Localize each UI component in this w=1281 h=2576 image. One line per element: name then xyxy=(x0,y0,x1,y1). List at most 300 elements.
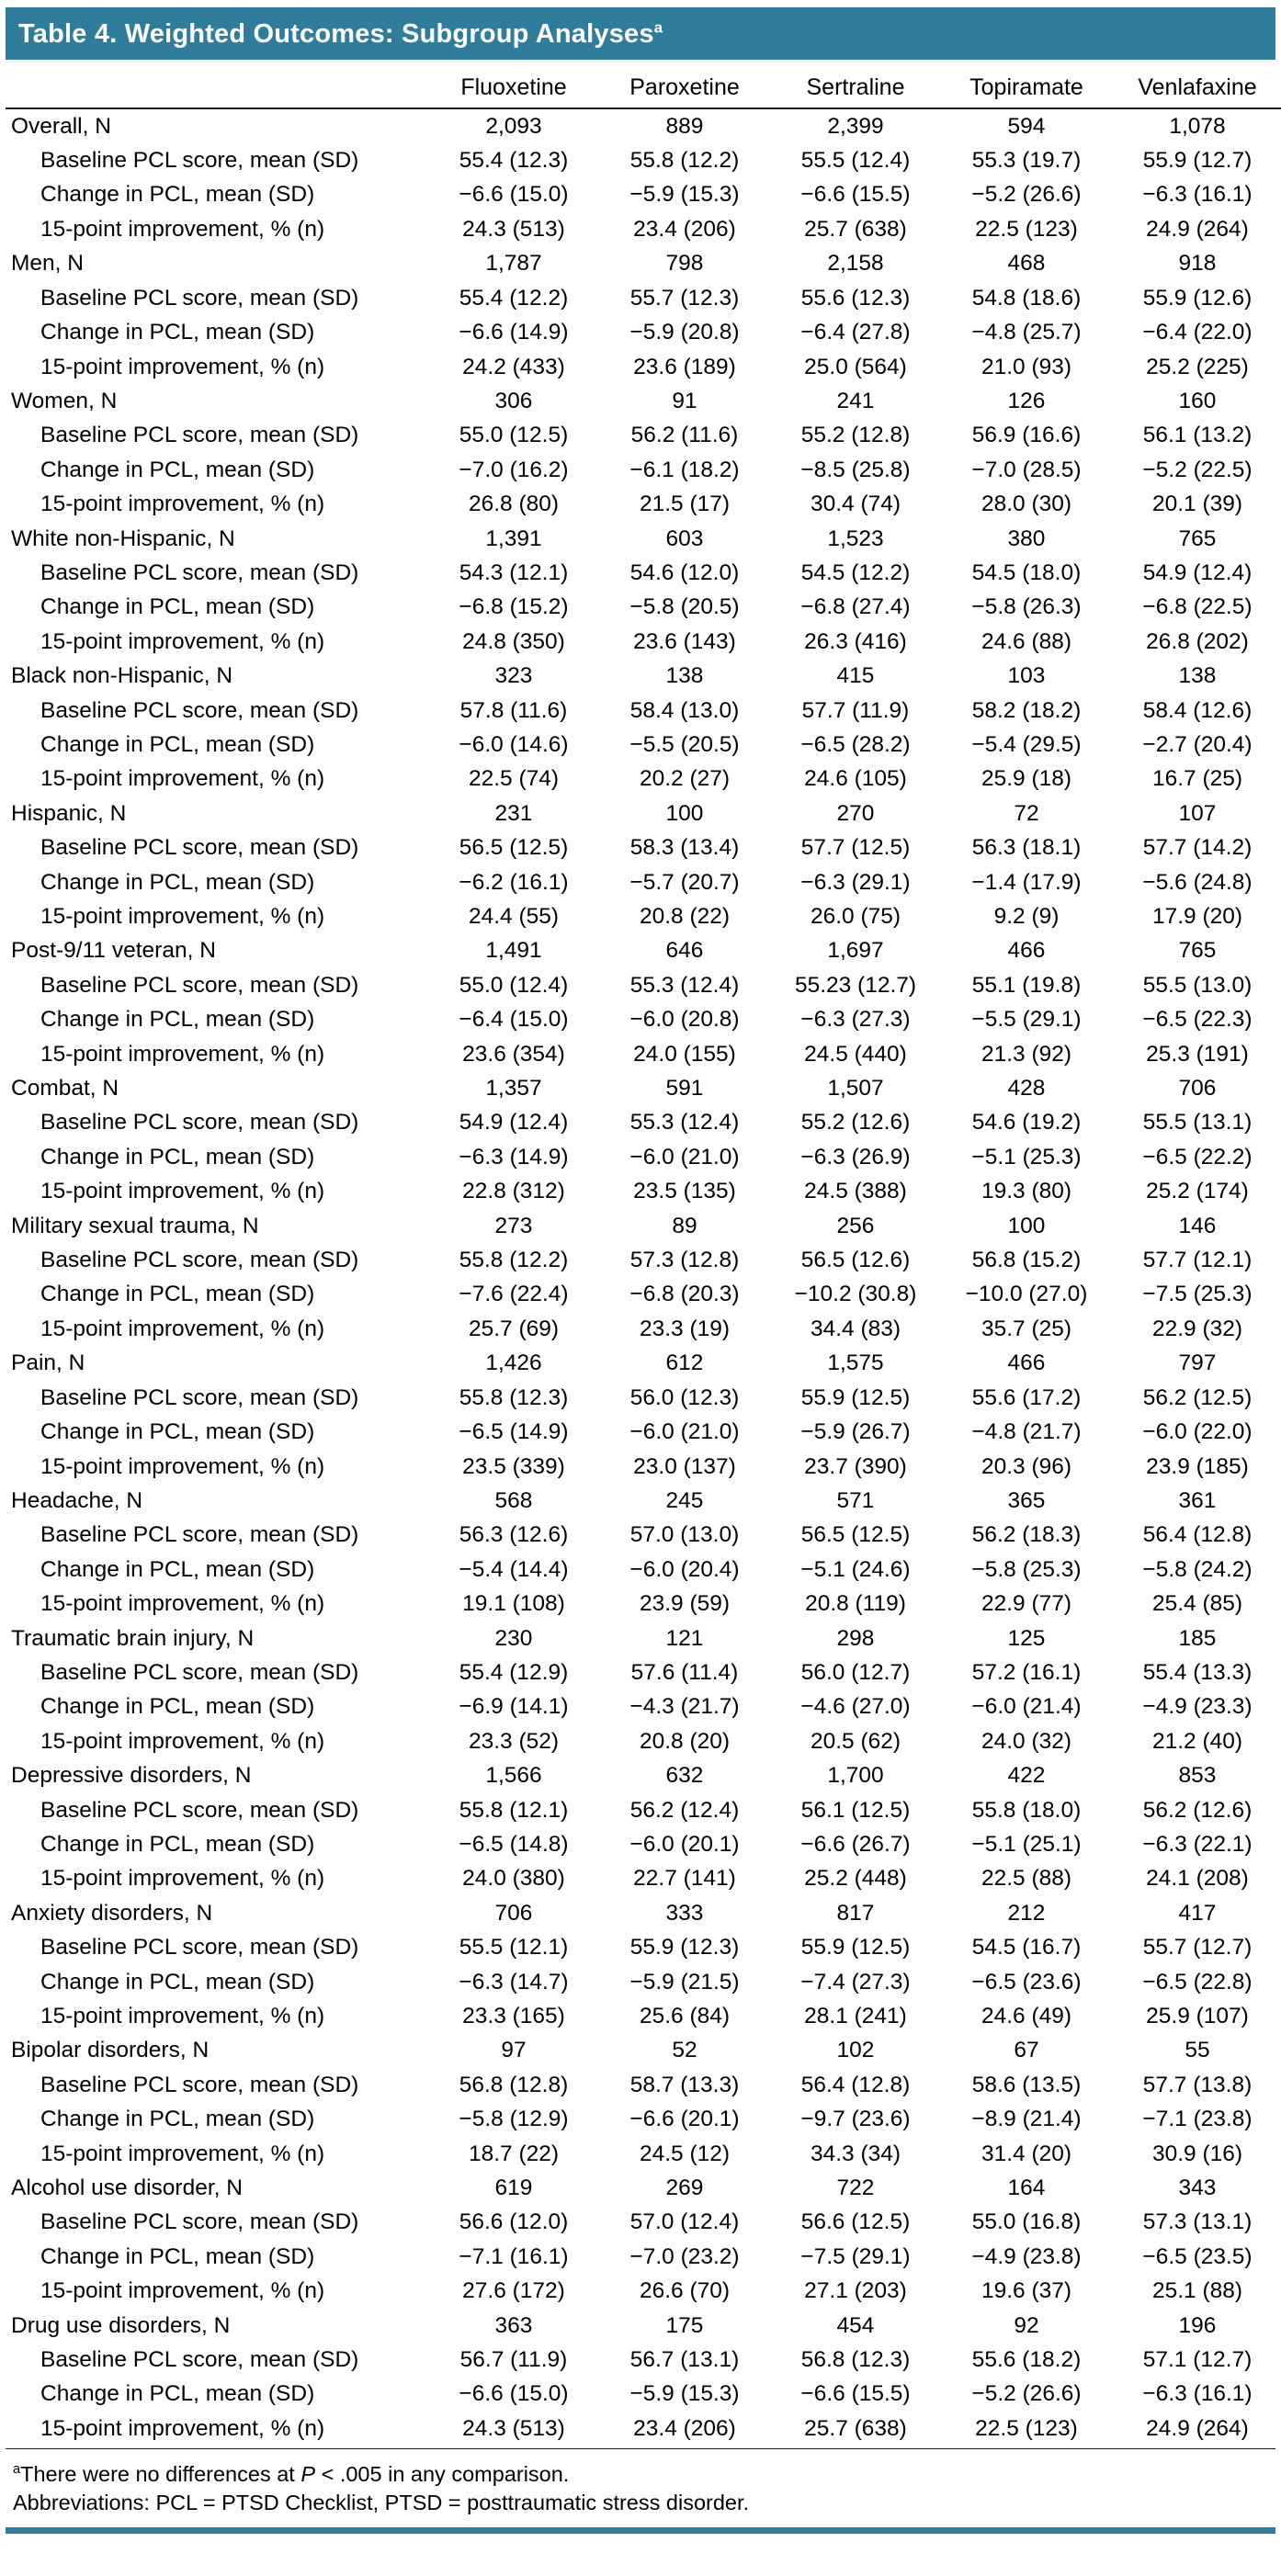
data-cell: −5.8 (25.3) xyxy=(971,1556,1082,1582)
row-label: Baseline PCL score, mean (SD) xyxy=(40,1659,359,1685)
data-cell: 918 xyxy=(1178,251,1217,277)
data-cell: −6.6 (14.9) xyxy=(459,320,569,345)
data-cell: 1,575 xyxy=(827,1350,884,1376)
group-n-suffix: , N xyxy=(206,525,235,551)
data-cell: 25.9 (107) xyxy=(1146,2004,1249,2028)
group-n-suffix: , N xyxy=(113,1487,143,1513)
row-label: Baseline PCL score, mean (SD) xyxy=(40,423,359,448)
data-cell: 55.8 (12.1) xyxy=(459,1797,569,1823)
data-cell: −6.6 (20.1) xyxy=(629,2107,740,2132)
table-row xyxy=(6,1415,1281,1449)
data-cell: 56.1 (12.5) xyxy=(800,1797,911,1823)
row-label: 15-point improvement, % (n) xyxy=(40,2278,325,2304)
table-row xyxy=(6,1243,1281,1277)
data-cell: 24.9 (264) xyxy=(1146,216,1249,242)
table-row xyxy=(6,281,1281,315)
data-cell: 31.4 (20) xyxy=(981,2141,1072,2166)
data-cell: 20.8 (22) xyxy=(639,904,731,929)
group-name: Depressive disorders xyxy=(11,1763,223,1789)
table-body xyxy=(6,108,1281,2446)
data-cell: 56.2 (12.4) xyxy=(629,1797,740,1823)
data-cell: −6.3 (26.9) xyxy=(800,1144,911,1169)
group-label xyxy=(6,246,428,280)
table-row xyxy=(6,865,1281,899)
data-cell: 100 xyxy=(665,800,704,826)
row-label: Change in PCL, mean (SD) xyxy=(40,1969,315,1994)
footnote-abbreviations: Abbreviations: PCL = PTSD Checklist, PTSD = posttraumatic stress disorder. xyxy=(13,2491,750,2515)
group-label xyxy=(6,1484,428,1518)
table-row xyxy=(6,2137,1281,2171)
row-label: Change in PCL, mean (SD) xyxy=(40,2107,315,2132)
group-row xyxy=(6,1484,1281,1518)
row-label: 15-point improvement, % (n) xyxy=(40,904,325,929)
table-row xyxy=(6,1587,1281,1621)
data-cell: 245 xyxy=(665,1487,704,1513)
data-cell: 22.7 (141) xyxy=(633,1866,736,1892)
table-row xyxy=(6,1965,1281,1999)
data-cell: 212 xyxy=(1007,1900,1046,1926)
data-cell: −6.6 (15.5) xyxy=(800,2381,911,2407)
data-cell: −6.3 (14.9) xyxy=(459,1144,569,1169)
group-name: Combat xyxy=(11,1076,90,1102)
data-cell: 57.6 (11.4) xyxy=(630,1659,739,1685)
data-cell: 56.6 (12.5) xyxy=(800,2209,911,2235)
group-n-suffix: , N xyxy=(179,2038,210,2063)
data-cell: 706 xyxy=(1178,1076,1217,1102)
data-cell: 454 xyxy=(836,2312,875,2338)
data-cell: 55.8 (18.0) xyxy=(971,1797,1082,1823)
data-cell: −6.0 (22.0) xyxy=(1142,1419,1253,1445)
data-cell: 23.3 (165) xyxy=(462,2004,565,2028)
data-cell: 24.1 (208) xyxy=(1146,1866,1249,1892)
data-cell: 24.0 (155) xyxy=(633,1041,736,1067)
data-cell: 55.7 (12.7) xyxy=(1142,1935,1253,1960)
data-cell: 20.2 (27) xyxy=(639,766,731,792)
table-row xyxy=(6,1655,1281,1689)
data-cell: 17.9 (20) xyxy=(1151,904,1243,929)
data-cell: 568 xyxy=(494,1487,533,1513)
data-cell: 22.5 (88) xyxy=(981,1866,1072,1892)
row-label: Baseline PCL score, mean (SD) xyxy=(40,1797,359,1823)
data-cell: −5.2 (26.6) xyxy=(971,182,1082,208)
data-cell: −6.3 (22.1) xyxy=(1142,1831,1253,1857)
data-cell: 55.7 (12.3) xyxy=(629,285,740,311)
group-n-suffix: , N xyxy=(230,1213,259,1238)
data-cell: 417 xyxy=(1178,1900,1217,1926)
data-cell: 54.5 (16.7) xyxy=(971,1935,1082,1960)
data-cell: 55.5 (12.1) xyxy=(459,1935,569,1960)
data-cell: 1,391 xyxy=(485,525,542,551)
group-row xyxy=(6,797,1281,830)
outcomes-table xyxy=(6,60,1281,2446)
data-cell: 270 xyxy=(836,800,875,826)
data-cell: 18.7 (22) xyxy=(468,2141,560,2166)
data-cell: 16.7 (25) xyxy=(1151,766,1243,792)
data-cell: 28.1 (241) xyxy=(804,2004,907,2028)
row-label: 15-point improvement, % (n) xyxy=(40,2004,325,2028)
group-n-suffix: , N xyxy=(224,1625,255,1651)
data-cell: 24.3 (513) xyxy=(462,216,565,242)
group-label xyxy=(6,2171,428,2205)
data-cell: 20.1 (39) xyxy=(1151,491,1243,517)
group-n-suffix: , N xyxy=(82,113,111,139)
data-cell: 55.8 (12.2) xyxy=(459,1248,569,1273)
data-cell: 185 xyxy=(1178,1625,1217,1651)
table-row xyxy=(6,487,1281,521)
group-label xyxy=(6,659,428,693)
data-cell: 25.6 (84) xyxy=(639,2004,731,2028)
group-label xyxy=(6,108,428,143)
table-number: Table 4. xyxy=(18,18,118,49)
table-title-text: Weighted Outcomes: Subgroup Analyses xyxy=(117,18,654,49)
data-cell: 57.7 (12.1) xyxy=(1142,1248,1253,1273)
data-cell: −5.5 (29.1) xyxy=(971,1007,1082,1033)
data-cell: 306 xyxy=(494,388,533,413)
data-cell: 20.3 (96) xyxy=(981,1453,1072,1479)
data-cell: 612 xyxy=(665,1350,704,1376)
table-row xyxy=(6,1793,1281,1827)
data-cell: −4.9 (23.3) xyxy=(1142,1694,1253,1720)
row-label: 15-point improvement, % (n) xyxy=(40,628,325,654)
group-row xyxy=(6,659,1281,693)
group-row xyxy=(6,2309,1281,2343)
data-cell: −6.5 (23.5) xyxy=(1142,2243,1253,2269)
data-cell: 20.5 (62) xyxy=(810,1728,901,1754)
data-cell: 67 xyxy=(1014,2038,1039,2063)
data-cell: 230 xyxy=(494,1625,533,1651)
data-cell: 706 xyxy=(494,1900,533,1926)
data-cell: 57.1 (12.7) xyxy=(1142,2347,1253,2373)
data-cell: 24.6 (105) xyxy=(804,766,907,792)
data-cell: 797 xyxy=(1178,1350,1217,1376)
data-cell: −4.9 (23.8) xyxy=(971,2243,1082,2269)
footnote-a-text: There were no differences at xyxy=(20,2462,301,2487)
row-label: Change in PCL, mean (SD) xyxy=(40,1419,315,1445)
row-label: Baseline PCL score, mean (SD) xyxy=(40,1110,359,1135)
row-label: 15-point improvement, % (n) xyxy=(40,1316,325,1341)
row-label: Baseline PCL score, mean (SD) xyxy=(40,559,359,585)
column-header-sertraline: Sertraline xyxy=(770,60,941,108)
data-cell: 24.3 (513) xyxy=(462,2415,565,2441)
footnote-a-marker: a xyxy=(13,2462,21,2478)
row-label: Change in PCL, mean (SD) xyxy=(40,1144,315,1169)
data-cell: 889 xyxy=(665,113,704,139)
data-cell: 1,491 xyxy=(485,938,542,964)
data-cell: −5.9 (26.7) xyxy=(800,1419,911,1445)
data-cell: 57.7 (12.5) xyxy=(800,835,911,861)
data-cell: −5.5 (20.5) xyxy=(629,731,740,757)
group-n-suffix: , N xyxy=(54,251,84,277)
data-cell: 765 xyxy=(1178,525,1217,551)
data-cell: −1.4 (17.9) xyxy=(971,869,1082,895)
table-row xyxy=(6,1277,1281,1311)
group-n-suffix: , N xyxy=(187,938,216,964)
data-cell: 55.6 (12.3) xyxy=(800,285,911,311)
data-cell: 196 xyxy=(1178,2312,1217,2338)
group-name: Anxiety disorders xyxy=(11,1900,184,1926)
column-header-row xyxy=(6,60,1281,108)
group-n-suffix: , N xyxy=(96,800,127,826)
group-row xyxy=(6,522,1281,556)
table-row xyxy=(6,1037,1281,1071)
data-cell: 1,357 xyxy=(485,1076,542,1102)
data-cell: 55.6 (18.2) xyxy=(971,2347,1082,2373)
data-cell: 466 xyxy=(1007,1350,1046,1376)
data-cell: 571 xyxy=(836,1487,875,1513)
data-cell: 231 xyxy=(494,800,533,826)
data-cell: 57.3 (12.8) xyxy=(629,1248,740,1273)
data-cell: 20.8 (119) xyxy=(805,1591,906,1617)
data-cell: 21.3 (92) xyxy=(981,1041,1072,1067)
data-cell: −6.5 (14.9) xyxy=(459,1419,569,1445)
data-cell: −5.9 (15.3) xyxy=(629,182,740,208)
data-cell: −4.6 (27.0) xyxy=(800,1694,911,1720)
row-label: Change in PCL, mean (SD) xyxy=(40,1007,315,1033)
data-cell: 56.8 (12.8) xyxy=(459,2072,569,2097)
table-title xyxy=(18,19,663,49)
table-row xyxy=(6,1518,1281,1552)
row-label: Baseline PCL score, mean (SD) xyxy=(40,2209,359,2235)
data-cell: 56.0 (12.3) xyxy=(629,1384,740,1410)
row-label: Baseline PCL score, mean (SD) xyxy=(40,1935,359,1960)
data-cell: −4.3 (21.7) xyxy=(629,1694,740,1720)
data-cell: 54.3 (12.1) xyxy=(459,559,569,585)
data-cell: 56.2 (12.5) xyxy=(1142,1384,1253,1410)
data-cell: 58.4 (13.0) xyxy=(629,697,740,723)
data-cell: 54.8 (18.6) xyxy=(971,285,1082,311)
data-cell: 2,399 xyxy=(827,113,884,139)
data-cell: 1,697 xyxy=(827,938,884,964)
data-cell: 57.8 (11.6) xyxy=(459,697,568,723)
footnote-a-p: P xyxy=(300,2462,316,2487)
table-row xyxy=(6,2102,1281,2136)
data-cell: 26.6 (70) xyxy=(639,2278,731,2304)
data-cell: 55.8 (12.3) xyxy=(459,1384,569,1410)
data-cell: 1,566 xyxy=(485,1763,542,1789)
data-cell: 25.7 (638) xyxy=(804,216,907,242)
row-label: Change in PCL, mean (SD) xyxy=(40,182,315,208)
data-cell: 160 xyxy=(1178,388,1217,413)
data-cell: 56.2 (11.6) xyxy=(630,423,739,448)
table-row xyxy=(6,728,1281,762)
table-row xyxy=(6,1002,1281,1036)
data-cell: 594 xyxy=(1007,113,1046,139)
group-name: Pain xyxy=(11,1350,57,1376)
data-cell: −7.1 (23.8) xyxy=(1142,2107,1253,2132)
group-n-suffix: , N xyxy=(89,1076,119,1102)
group-name: Alcohol use disorder xyxy=(11,2175,214,2201)
stub-header xyxy=(6,60,428,108)
data-cell: 23.9 (59) xyxy=(639,1591,731,1617)
row-label: 15-point improvement, % (n) xyxy=(40,1179,325,1204)
data-cell: 55.5 (12.4) xyxy=(800,148,911,174)
data-cell: 91 xyxy=(672,388,697,413)
group-name: White non-Hispanic xyxy=(11,525,207,551)
column-header-topiramate: Topiramate xyxy=(941,60,1112,108)
data-cell: −5.1 (25.3) xyxy=(971,1144,1082,1169)
data-cell: 55.4 (12.2) xyxy=(459,285,569,311)
data-cell: 58.7 (13.3) xyxy=(629,2072,740,2097)
group-name: Bipolar disorders xyxy=(11,2038,180,2063)
table-row xyxy=(6,762,1281,796)
data-cell: 125 xyxy=(1007,1625,1046,1651)
row-label: 15-point improvement, % (n) xyxy=(40,216,325,242)
row-label: 15-point improvement, % (n) xyxy=(40,354,325,379)
data-cell: 25.9 (18) xyxy=(981,766,1072,792)
data-cell: 34.3 (34) xyxy=(810,2141,901,2166)
data-cell: 28.0 (30) xyxy=(981,491,1072,517)
data-cell: 25.0 (564) xyxy=(804,354,907,379)
data-cell: −5.9 (20.8) xyxy=(629,320,740,345)
data-cell: −6.6 (15.5) xyxy=(800,182,911,208)
data-cell: −5.9 (21.5) xyxy=(629,1969,740,1994)
data-cell: 333 xyxy=(665,1900,704,1926)
data-cell: 55.5 (13.0) xyxy=(1142,972,1253,998)
data-cell: 55.9 (12.5) xyxy=(800,1384,911,1410)
data-cell: 58.4 (12.6) xyxy=(1142,697,1253,723)
data-cell: 30.4 (74) xyxy=(810,491,901,517)
data-cell: 56.2 (18.3) xyxy=(971,1522,1082,1548)
data-cell: 9.2 (9) xyxy=(993,904,1060,929)
data-cell: 619 xyxy=(494,2175,533,2201)
data-cell: −4.8 (21.7) xyxy=(971,1419,1082,1445)
table-row xyxy=(6,1381,1281,1415)
data-cell: 55.9 (12.6) xyxy=(1142,285,1253,311)
table-row xyxy=(6,2205,1281,2239)
data-cell: −6.5 (22.2) xyxy=(1142,1144,1253,1169)
data-cell: 55.2 (12.8) xyxy=(800,423,911,448)
data-cell: 27.1 (203) xyxy=(804,2278,907,2304)
data-cell: −7.0 (16.2) xyxy=(459,457,569,482)
table-row xyxy=(6,177,1281,211)
data-cell: 422 xyxy=(1007,1763,1046,1789)
data-cell: −7.1 (16.1) xyxy=(459,2243,569,2269)
data-cell: 24.6 (88) xyxy=(981,628,1072,654)
row-label: Change in PCL, mean (SD) xyxy=(40,869,315,895)
data-cell: 56.1 (13.2) xyxy=(1142,423,1253,448)
data-cell: 55.23 (12.7) xyxy=(794,972,917,998)
footnote-a-text2: < .005 in any comparison. xyxy=(315,2462,570,2487)
data-cell: −9.7 (23.6) xyxy=(800,2107,911,2132)
data-cell: −7.6 (22.4) xyxy=(459,1282,569,1307)
data-cell: 323 xyxy=(494,663,533,689)
data-cell: −5.8 (26.3) xyxy=(971,594,1082,620)
group-label xyxy=(6,384,428,418)
data-cell: 107 xyxy=(1178,800,1217,826)
row-label: 15-point improvement, % (n) xyxy=(40,1453,325,1479)
data-cell: 57.2 (16.1) xyxy=(971,1659,1082,1685)
row-label: Change in PCL, mean (SD) xyxy=(40,731,315,757)
data-cell: 57.7 (14.2) xyxy=(1142,835,1253,861)
data-cell: −5.2 (22.5) xyxy=(1142,457,1253,482)
data-cell: 24.4 (55) xyxy=(468,904,560,929)
data-cell: 27.6 (172) xyxy=(462,2278,565,2304)
data-cell: 34.4 (83) xyxy=(810,1316,901,1341)
data-cell: −6.3 (16.1) xyxy=(1142,2381,1253,2407)
row-label: 15-point improvement, % (n) xyxy=(40,1591,325,1617)
data-cell: 23.7 (390) xyxy=(804,1453,907,1479)
data-cell: 23.5 (339) xyxy=(462,1453,565,1479)
data-cell: 55.5 (13.1) xyxy=(1142,1110,1253,1135)
data-cell: 56.2 (12.6) xyxy=(1142,1797,1253,1823)
data-cell: 57.0 (13.0) xyxy=(629,1522,740,1548)
data-cell: 57.0 (12.4) xyxy=(629,2209,740,2235)
data-cell: 54.5 (18.0) xyxy=(971,559,1082,585)
group-label xyxy=(6,797,428,830)
group-name: Headache xyxy=(11,1487,114,1513)
data-cell: 24.2 (433) xyxy=(462,354,565,379)
group-label xyxy=(6,1621,428,1655)
data-cell: 21.5 (17) xyxy=(639,491,731,517)
data-cell: 121 xyxy=(665,1625,704,1651)
data-cell: 817 xyxy=(836,1900,875,1926)
group-n-suffix: , N xyxy=(183,1900,213,1926)
table-row xyxy=(6,1553,1281,1587)
group-name: Traumatic brain injury xyxy=(11,1625,225,1651)
data-cell: −7.0 (23.2) xyxy=(629,2243,740,2269)
data-cell: 19.1 (108) xyxy=(462,1591,565,1617)
group-row xyxy=(6,2033,1281,2067)
row-label: Baseline PCL score, mean (SD) xyxy=(40,2072,359,2097)
data-cell: 25.2 (448) xyxy=(804,1866,907,1892)
table-row xyxy=(6,143,1281,177)
data-cell: 55.3 (12.4) xyxy=(629,1110,740,1135)
table-row xyxy=(6,2240,1281,2274)
data-cell: −7.4 (27.3) xyxy=(800,1969,911,1994)
data-cell: −6.8 (20.3) xyxy=(629,1282,740,1307)
data-cell: 55.4 (12.3) xyxy=(459,148,569,174)
data-cell: 853 xyxy=(1178,1763,1217,1789)
data-cell: −6.8 (15.2) xyxy=(459,594,569,620)
data-cell: 56.9 (16.6) xyxy=(971,423,1082,448)
data-cell: −5.4 (29.5) xyxy=(971,731,1082,757)
data-cell: 54.9 (12.4) xyxy=(459,1110,569,1135)
row-label: 15-point improvement, % (n) xyxy=(40,2415,325,2441)
data-cell: 22.5 (123) xyxy=(975,216,1078,242)
row-label: Change in PCL, mean (SD) xyxy=(40,1694,315,1720)
table-row xyxy=(6,694,1281,728)
footnote-a xyxy=(13,2456,1268,2489)
data-cell: 298 xyxy=(836,1625,875,1651)
data-cell: 54.6 (12.0) xyxy=(629,559,740,585)
data-cell: −10.0 (27.0) xyxy=(965,1282,1088,1307)
table-row xyxy=(6,1450,1281,1484)
data-cell: 56.5 (12.6) xyxy=(800,1248,911,1273)
table-row xyxy=(6,1689,1281,1723)
data-cell: 19.6 (37) xyxy=(981,2278,1072,2304)
data-cell: 55.0 (16.8) xyxy=(971,2209,1082,2235)
data-cell: 361 xyxy=(1178,1487,1217,1513)
data-cell: −4.8 (25.7) xyxy=(971,320,1082,345)
table-row xyxy=(6,1312,1281,1346)
table-footnotes xyxy=(6,2448,1275,2523)
data-cell: 25.3 (191) xyxy=(1146,1041,1249,1067)
group-n-suffix: , N xyxy=(213,2175,243,2201)
data-cell: −6.3 (27.3) xyxy=(800,1007,911,1033)
data-cell: 56.6 (12.0) xyxy=(459,2209,569,2235)
group-name: Post-9/11 veteran xyxy=(11,938,187,964)
row-label: Change in PCL, mean (SD) xyxy=(40,594,315,620)
row-label: 15-point improvement, % (n) xyxy=(40,491,325,517)
table-title-bar xyxy=(6,7,1275,60)
group-row xyxy=(6,246,1281,280)
data-cell: −8.9 (21.4) xyxy=(971,2107,1082,2132)
data-cell: 55.3 (19.7) xyxy=(971,148,1082,174)
data-cell: −6.3 (29.1) xyxy=(800,869,911,895)
data-cell: 175 xyxy=(665,2312,704,2338)
data-cell: 56.3 (12.6) xyxy=(459,1522,569,1548)
data-cell: −6.6 (15.0) xyxy=(459,2381,569,2407)
